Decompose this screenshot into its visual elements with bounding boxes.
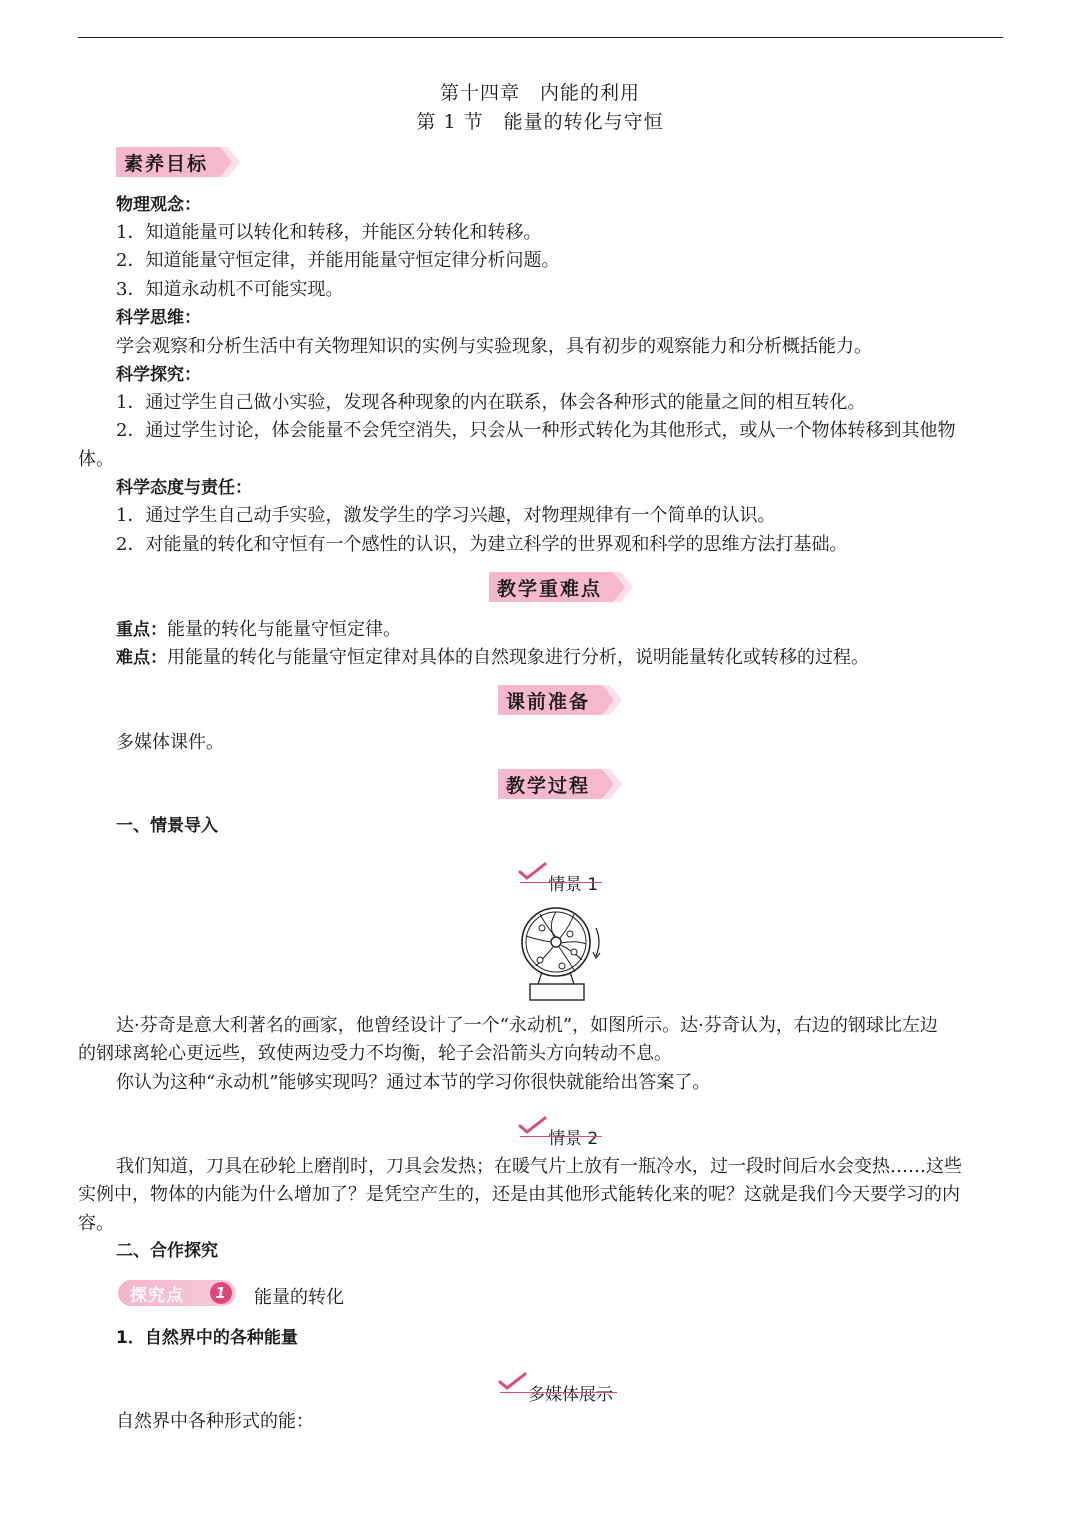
hard-text: 用能量的转化与能量守恒定律对具体的自然现象进行分析，说明能量转化或转移的过程。 (167, 647, 869, 668)
cat-science-inquiry: 科学探究： (116, 365, 201, 385)
cat-science-attitude: 科学态度与责任： (116, 478, 252, 498)
chapter-title: 第十四章 内能的利用 (439, 82, 640, 104)
top-rule (78, 37, 1003, 38)
paragraph-line: 自然界中各种形式的能： (116, 1411, 314, 1432)
scene-2-label: 情景 2 (548, 1124, 598, 1149)
checkmark-icon (498, 1372, 528, 1394)
goal-item: 3．知道永动机不可能实现。 (116, 279, 344, 300)
sub-heading: 1．自然界中的各种能量 (116, 1328, 298, 1348)
goal-item: 1．通过学生自己动手实验，激发学生的学习兴趣，对物理规律有一个简单的认识。 (116, 505, 776, 526)
scene-1-label: 情景 1 (548, 870, 598, 895)
explore-point-tag: 探究点 1 (118, 1280, 236, 1306)
goal-item: 2．知道能量守恒定律，并能用能量守恒定律分析问题。 (116, 250, 560, 271)
multimedia-label: 多媒体展示 (528, 1380, 613, 1405)
perpetual-motion-wheel-figure (518, 904, 606, 1004)
scene-underline (520, 1136, 602, 1137)
goal-text: 学会观察和分析生活中有关物理知识的实例与实验现象，具有初步的观察能力和分析概括能力。 (116, 336, 872, 357)
paragraph-line: 你认为这种“永动机”能够实现吗？通过本节的学习你很快就能给出答案了。 (116, 1072, 711, 1093)
paragraph-line: 的钢球离轮心更远些，致使两边受力不均衡，轮子会沿箭头方向转动不息。 (78, 1043, 672, 1064)
paragraph-line: 实例中，物体的内能为什么增加了？是凭空产生的，还是由其他形式能转化来的呢？这就是我们今天要学习的内 (78, 1184, 960, 1205)
checkmark-icon (518, 862, 548, 884)
key-label: 重点： (116, 620, 167, 640)
explore-point-number: 1 (210, 1282, 232, 1304)
key-point-line (116, 616, 401, 644)
prep-text: 多媒体课件。 (116, 732, 224, 753)
paragraph-line: 达·芬奇是意大利著名的画家，他曾经设计了一个“永动机”，如图所示。达·芬奇认为，右边的钢球比左边 (116, 1015, 938, 1036)
hard-point-line (116, 644, 869, 672)
paragraph-line: 容。 (78, 1213, 114, 1234)
part-heading: 二、合作探究 (116, 1241, 218, 1261)
goal-item: 1．通过学生自己做小实验，发现各种现象的内在联系，体会各种形式的能量之间的相互转化。 (116, 392, 866, 413)
explore-point-title: 能量的转化 (254, 1287, 344, 1308)
key-text: 能量的转化与能量守恒定律。 (167, 619, 401, 640)
section-title: 第 1 节 能量的转化与守恒 (416, 111, 664, 133)
cat-physics-concept: 物理观念： (116, 195, 201, 215)
banner-process: 教学过程 (498, 769, 626, 799)
banner-key-points: 教学重难点 (489, 572, 637, 602)
checkmark-icon (518, 1116, 548, 1138)
part-heading: 一、情景导入 (116, 816, 218, 836)
goal-item: 1．知道能量可以转化和转移，并能区分转化和转移。 (116, 222, 542, 243)
scene-underline (500, 1392, 617, 1393)
hard-label: 难点： (116, 648, 167, 668)
paragraph-line: 我们知道，刀具在砂轮上磨削时，刀具会发热；在暖气片上放有一瓶冷水，过一段时间后水会变热……这些 (116, 1156, 962, 1177)
banner-prep: 课前准备 (498, 685, 626, 715)
scene-underline (520, 882, 602, 883)
cat-science-thinking: 科学思维： (116, 308, 201, 328)
banner-goals: 素养目标 (116, 147, 244, 177)
goal-item: 2．通过学生讨论，体会能量不会凭空消失，只会从一种形式转化为其他形式，或从一个物体转移到其他物 (116, 420, 956, 441)
goal-item-continued: 体。 (78, 449, 114, 470)
goal-item: 2．对能量的转化和守恒有一个感性的认识，为建立科学的世界观和科学的思维方法打基础。 (116, 534, 848, 555)
